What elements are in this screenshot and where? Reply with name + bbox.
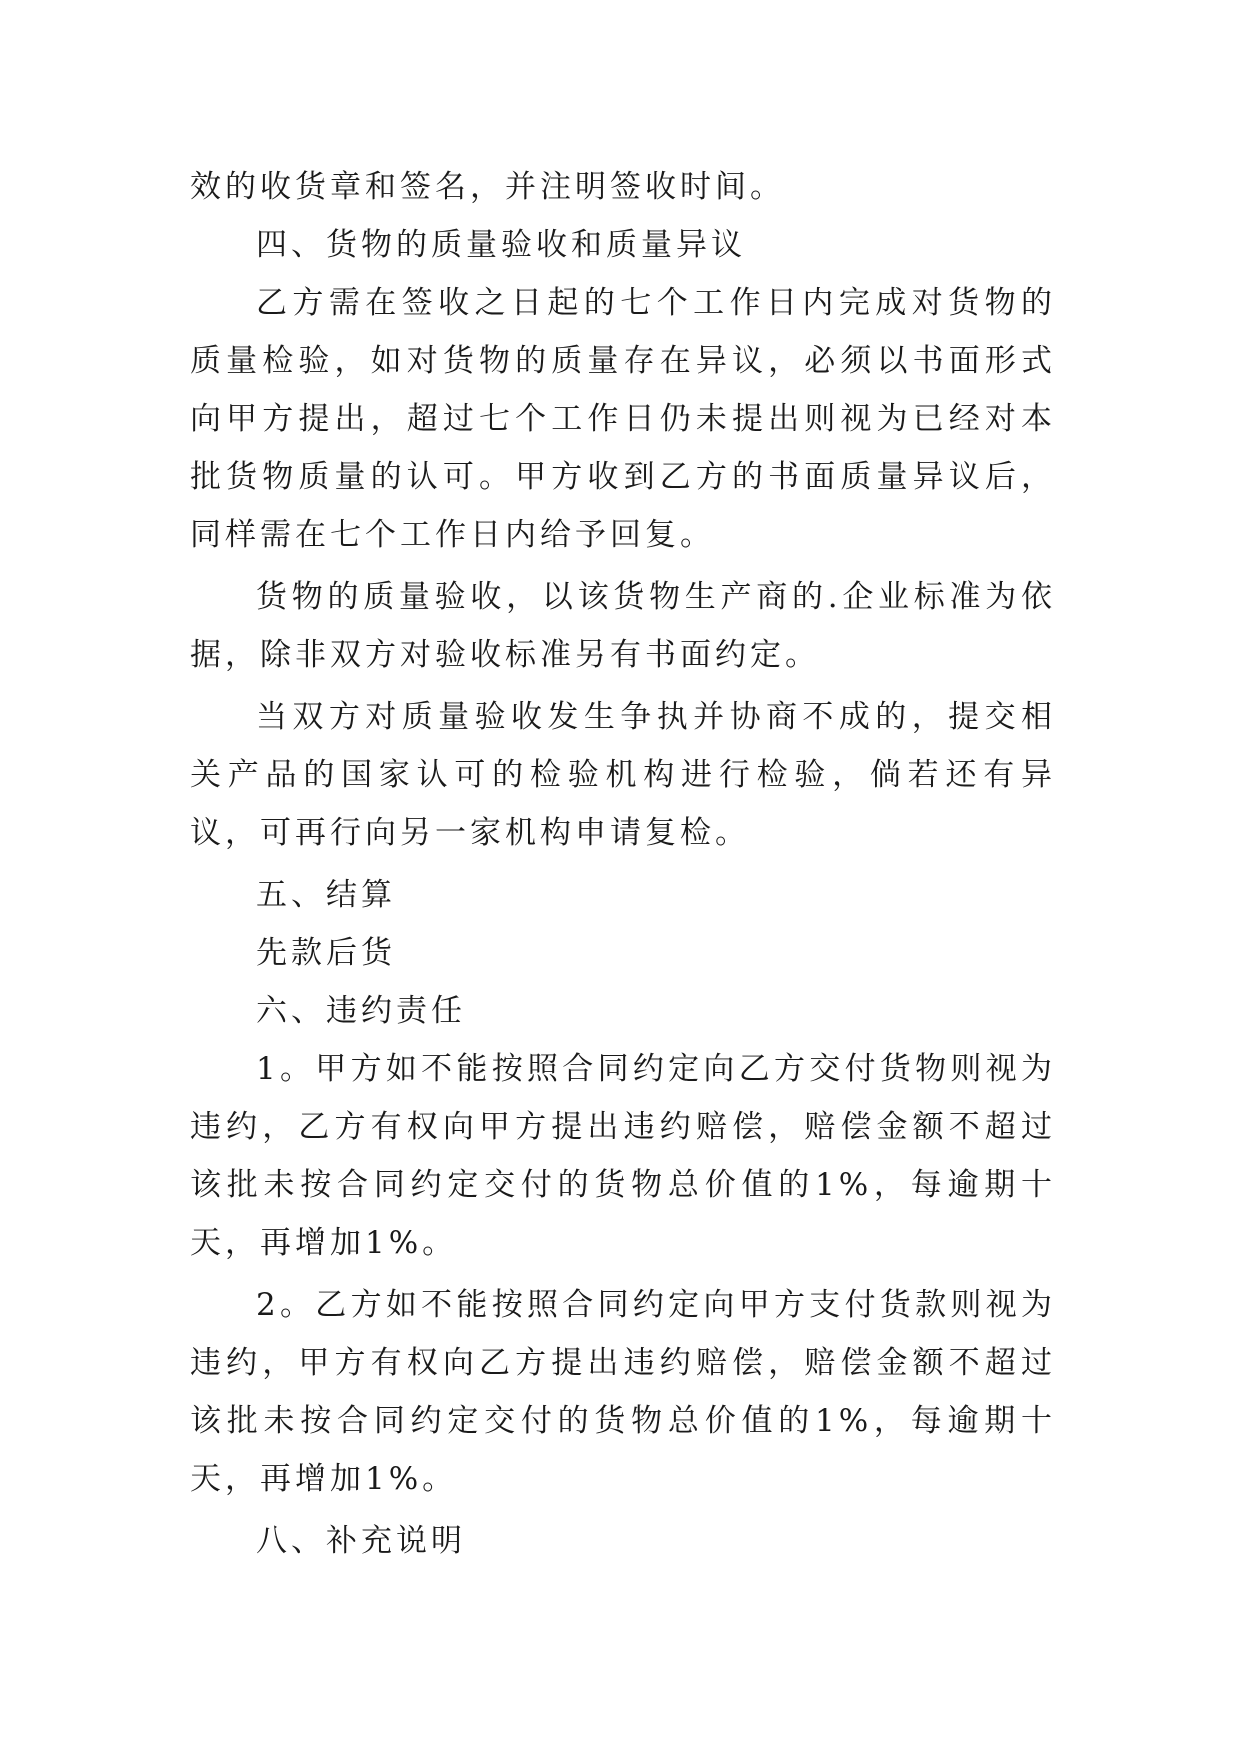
paragraph-inspection: 乙方需在签收之日起的七个工作日内完成对货物的质量检验，如对货物的质量存在异议，必须以书面形式向甲方提出，超过七个工作日仍未提出则视为已经对本批货物质量的认可。甲方收到乙方的书面质量异议后，同样需在七个工作日内给予回复。 (190, 285, 1056, 553)
paragraph-dispute: 当双方对质量验收发生争执并协商不成的，提交相关产品的国家认可的检验机构进行检验，倘若还有异议，可再行向另一家机构申请复检。 (190, 699, 1056, 851)
section-heading-liability: 六、违约责任 (256, 993, 466, 1029)
paragraph-liability-2: 2。乙方如不能按照合同约定向甲方支付货款则视为违约，甲方有权向乙方提出违约赔偿，赔偿金额不超过该批未按合同约定交付的货物总价值的1%，每逾期十天，再增加1%。 (190, 1287, 1056, 1497)
section-heading-settlement: 五、结算 (256, 877, 396, 913)
document-body (190, 158, 1056, 1570)
section-heading-quality: 四、货物的质量验收和质量异议 (256, 227, 746, 263)
paragraph-standard: 货物的质量验收，以该货物生产商的.企业标准为依据，除非双方对验收标准另有书面约定。 (190, 579, 1056, 673)
section-heading-supplement: 八、补充说明 (256, 1523, 466, 1559)
paragraph-liability-1: 1。甲方如不能按照合同约定向乙方交付货物则视为违约，乙方有权向甲方提出违约赔偿，赔偿金额不超过该批未按合同约定交付的货物总价值的1%，每逾期十天，再增加1%。 (190, 1051, 1056, 1261)
paragraph-settlement: 先款后货 (256, 935, 396, 971)
paragraph-continued: 效的收货章和签名，并注明签收时间。 (190, 169, 785, 205)
